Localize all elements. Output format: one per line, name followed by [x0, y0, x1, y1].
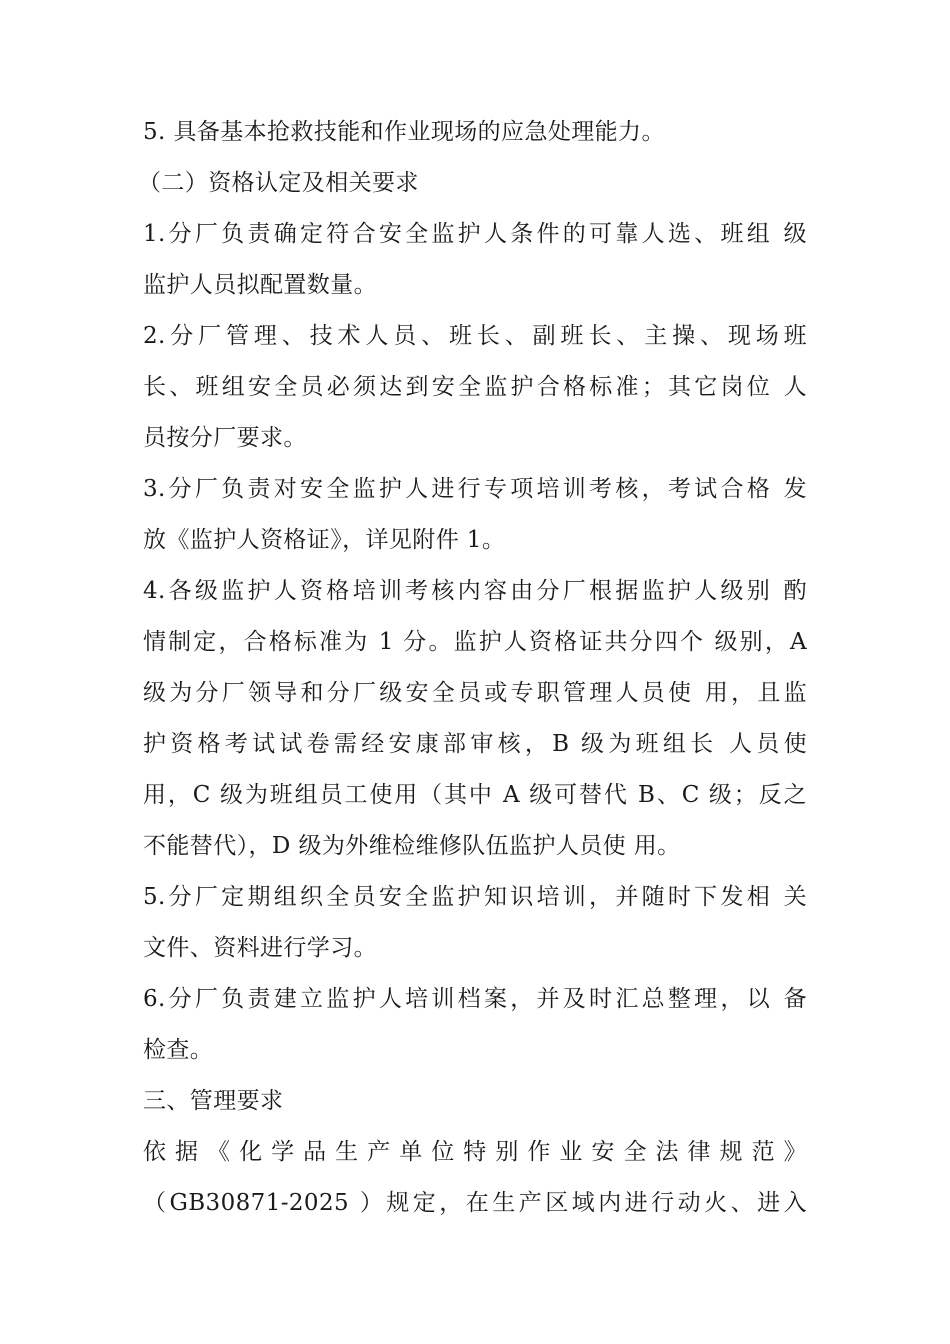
text-line-4: 监护人员拟配置数量。	[143, 272, 377, 298]
text-line-11: 情制定，合格标准为 1 分。监护人资格证共分四个 级别，A	[143, 629, 807, 655]
text-line-8: 3.分厂负责对安全监护人进行专项培训考核，考试合格 发	[143, 476, 807, 502]
text-line-1: 5. 具备基本抢救技能和作业现场的应急处理能力。	[143, 119, 665, 145]
text-line-6: 长、班组安全员必须达到安全监护合格标准；其它岗位 人	[143, 374, 807, 400]
text-line-12: 级为分厂领导和分厂级安全员或专职管理人员使 用，且监	[143, 680, 807, 706]
text-line-17: 文件、资料进行学习。	[143, 935, 377, 961]
text-line-16: 5.分厂定期组织全员安全监护知识培训，并随时下发相 关	[143, 884, 807, 910]
text-line-9: 放《监护人资格证》，详见附件 1。	[143, 527, 506, 553]
text-line-19: 检查。	[143, 1037, 214, 1063]
section-heading-qualification: （二）资格认定及相关要求	[138, 170, 419, 196]
text-line-3: 1.分厂负责确定符合安全监护人条件的可靠人选、班组 级	[143, 221, 807, 247]
text-line-21: 依 据 《 化 学 品 生 产 单 位 特 别 作 业 安 全 法 律 规 范 》	[143, 1139, 807, 1165]
text-line-22: （GB30871-2025 ）规定，在生产区域内进行动火、进入	[143, 1190, 807, 1216]
text-line-13: 护资格考试试卷需经安康部审核，B 级为班组长 人员使	[143, 731, 807, 757]
text-line-7: 员按分厂要求。	[143, 425, 307, 451]
text-line-10: 4.各级监护人资格培训考核内容由分厂根据监护人级别 酌	[143, 578, 807, 604]
text-line-5: 2.分厂管理、技术人员、班长、副班长、主操、现场班	[143, 323, 807, 349]
text-line-14: 用，C 级为班组员工使用（其中 A 级可替代 B、C 级；反之	[143, 782, 807, 808]
text-line-18: 6.分厂负责建立监护人培训档案，并及时汇总整理，以 备	[143, 986, 807, 1012]
section-heading-management: 三、管理要求	[143, 1088, 284, 1114]
text-line-15: 不能替代），D 级为外维检维修队伍监护人员使 用。	[143, 833, 681, 859]
